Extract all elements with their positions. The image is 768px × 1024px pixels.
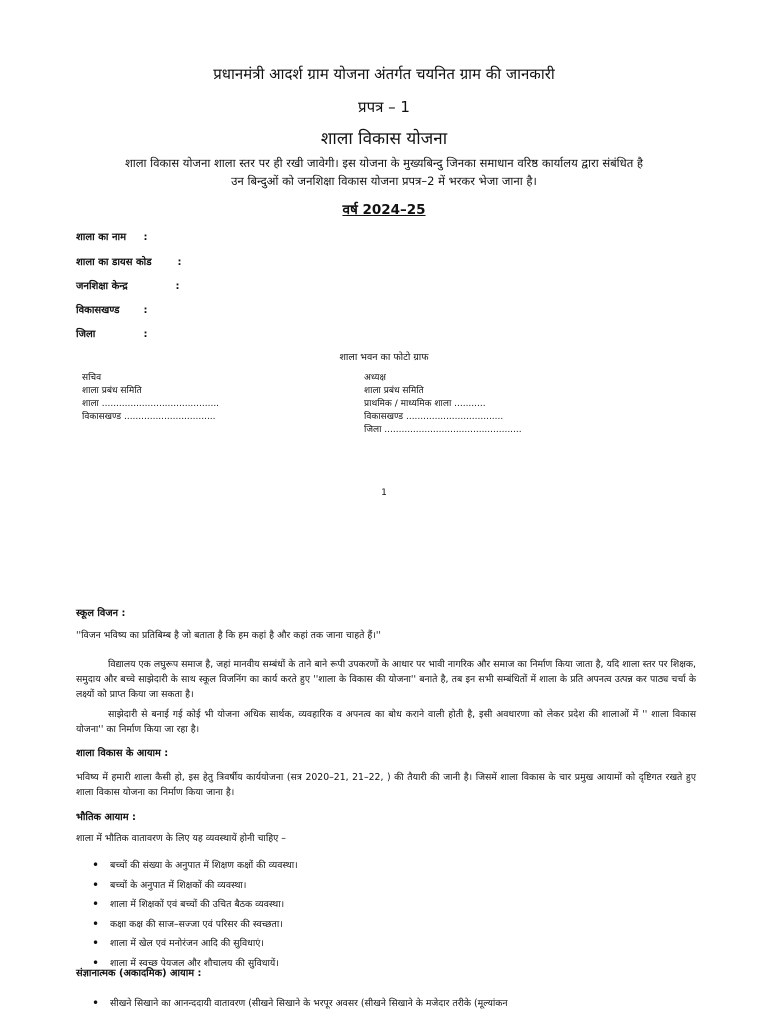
paragraph-partnership: साझेदारी से बनाई गई कोई भी योजना अधिक सार्थक, व्यवहारिक व अपनत्व का बोध कराने वाली होती है, इसी अवधारणा को लेकर प्रदेश की शालाओं में '' शाला विकास योजना'' का निर्माण किया जा रहा है। — [76, 709, 696, 735]
intro-text — [0, 154, 768, 190]
page-number: 1 — [381, 488, 387, 498]
signature-block-secretary — [82, 372, 219, 424]
field-separator: : — [177, 257, 182, 268]
vision-heading: स्कूल विजन : — [76, 608, 126, 619]
signature-line: विकासखण्ड .................................. — [364, 412, 504, 422]
field-school-name — [76, 229, 147, 243]
signature-block-president — [364, 372, 522, 437]
paragraph-dimensions: भविष्य में हमारी शाला कैसी हो, इस हेतु त्रिवर्षीय कार्ययोजना (सत्र 2020–21, 21–22, ) की तैयारी की जानी है। जिसमें शाला विकास के चार प्रमुख आयामों को दृष्टिगत रखते हुए शाला विकास योजना का निर्माण किया जाना है। — [76, 772, 696, 798]
paragraph-school-society: विद्यालय एक लघुरूप समाज है, जहां मानवीय सम्बंधों के ताने बाने रूपी उपकरणों के आधार पर भावी नागरिक और समाज का निर्माण किया जाता है, यदि शाला स्तर पर शिक्षक, समुदाय और बच्चे साझेदारी के साथ स्कूल विजनिंग का कार्य करते हुए ''शाला के विकास की योजना'' बनाते है, तब इन सभी सम्बंधितों में शाला के प्रति अपनत्व उत्पन्न कर पाठ्य चर्चा के लक्ष्यों को प्राप्त किया जा सकता है। — [76, 659, 696, 700]
year-heading: वर्ष 2024–25 — [342, 202, 426, 218]
list-item: • शाला में खेल एवं मनोरंजन आदि की सुविधाएं। — [92, 934, 652, 954]
list-item: • शाला में शिक्षकों एवं बच्चों की उचित बैठक व्यवस्था। — [92, 895, 652, 915]
field-label: जनशिक्षा केन्द्र — [76, 281, 128, 292]
physical-heading: भौतिक आयाम : — [76, 812, 136, 823]
field-separator: : — [143, 305, 148, 316]
field-label: शाला का डायस कोड — [76, 257, 152, 268]
vision-quote: ''विजन भविष्य का प्रतिबिम्ब है जो बताता है कि हम कहां है और कहां तक जाना चाहते हैं।'' — [76, 630, 381, 641]
document-subtitle: शाला विकास योजना — [320, 129, 448, 149]
field-label: विकासखण्ड — [76, 305, 120, 316]
physical-intro: शाला में भौतिक वातावरण के लिए यह व्यवस्थायें होनी चाहिए – — [76, 833, 286, 844]
form-number: प्रपत्र – 1 — [358, 98, 410, 116]
intro-line-1: शाला विकास योजना शाला स्तर पर ही रखी जावेगी। इस योजना के मुख्यबिन्दु जिनका समाधान वरिष्ठ कार्यालय द्वारा संबंधित है — [124, 156, 644, 170]
field-jan-shiksha-kendra — [76, 278, 179, 292]
list-item: • शाला में स्वच्छ पेयजल और शौचालय की सुविधायें। — [92, 954, 652, 974]
signature-line: जिला ................................................ — [364, 425, 522, 435]
intro-line-2: उन बिन्दुओं को जनशिक्षा विकास योजना प्रपत्र–2 में भरकर भेजा जाना है। — [231, 174, 537, 188]
photo-caption: शाला भवन का फोटो ग्राफ — [339, 352, 429, 363]
list-item: • बच्चों के अनुपात में शिक्षकों की व्यवस्था। — [92, 876, 652, 896]
field-block — [76, 302, 147, 316]
list-item: • बच्चों की संख्या के अनुपात में शिक्षण कक्षों की व्यवस्था। — [92, 856, 652, 876]
list-item: • सीखने सिखाने का आनन्ददायी वातावरण (सीखने सिखाने के भरपूर अवसर (सीखने सिखाने के मजेदार तरीके (मूल्यांकन — [92, 994, 712, 1014]
signature-line: विकासखण्ड ................................ — [82, 412, 216, 422]
field-separator: : — [175, 281, 180, 292]
signature-line: शाला प्रबंध समिति — [364, 386, 424, 396]
field-separator: : — [143, 329, 148, 340]
signature-line: शाला ......................................... — [82, 399, 220, 409]
field-label: जिला — [76, 329, 96, 340]
field-district — [76, 326, 147, 340]
field-separator: : — [143, 232, 148, 243]
list-item: • कक्षा कक्ष की साज–सज्जा एवं परिसर की स्वच्छता। — [92, 915, 652, 935]
signature-line: सचिव — [82, 373, 102, 383]
signature-line: अध्यक्ष — [364, 373, 386, 383]
physical-list — [92, 856, 652, 973]
signature-line: प्राथमिक / माध्यमिक शाला ........... — [364, 399, 486, 409]
field-dise-code — [76, 254, 181, 268]
field-label: शाला का नाम — [76, 232, 127, 243]
dimensions-heading: शाला विकास के आयाम : — [76, 748, 169, 759]
signature-line: शाला प्रबंध समिति — [82, 386, 142, 396]
document-title: प्रधानमंत्री आदर्श ग्राम योजना अंतर्गत चयनित ग्राम की जानकारी — [213, 65, 555, 83]
academic-heading: संज्ञानात्मक (अकादमिक) आयाम : — [76, 968, 202, 979]
academic-list — [92, 994, 712, 1014]
